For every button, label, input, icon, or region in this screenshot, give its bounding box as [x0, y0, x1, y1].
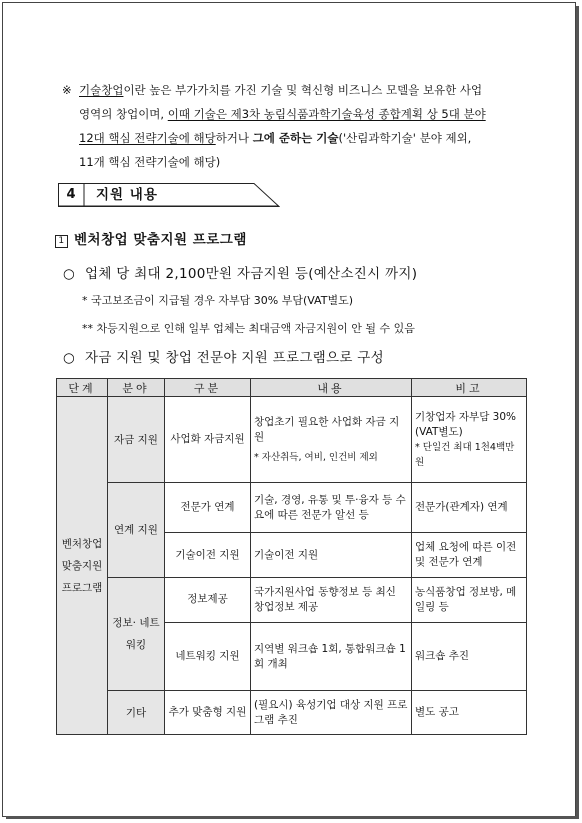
field-cell: 연계 지원 — [108, 483, 165, 578]
section-heading-frame — [58, 183, 280, 207]
content-cell: 기술이전 지원 — [251, 533, 412, 578]
remark-cell: 업체 요청에 따른 이전 및 전문가 연계 — [412, 533, 527, 578]
bullet-composition: ○ 자금 지원 및 창업 전문야 지원 프로그램으로 구성 — [63, 350, 384, 366]
page-shadow-bottom — [6, 816, 579, 819]
program-number-box: 1 — [55, 235, 68, 248]
note-line-3: 12대 핵심 전략기술에 해당하거나 그에 준하는 기술('산림과학기술' 분야 제외, — [79, 131, 472, 145]
bullet-funding: ○ 업체 당 최대 2,100만원 자금지원 등(예산소진시 까지) — [63, 266, 418, 282]
field-cell: 자금 지원 — [108, 397, 165, 483]
content-cell: 창업초기 필요한 사업화 자금 지원 * 자산취득, 여비, 인건비 제외 — [251, 397, 412, 483]
program-title: 1 벤처창업 맞춤지원 프로그램 — [55, 228, 247, 248]
note-line-2: 영역의 창업이며, 이때 기술은 제3차 농림식품과학기술육성 종합계획 상 5대 분야 — [79, 107, 486, 121]
header-category: 구분 — [165, 379, 251, 397]
table-row — [57, 483, 527, 533]
table-header-row — [57, 379, 527, 397]
category-cell: 정보제공 — [165, 578, 251, 623]
table-row — [57, 691, 527, 735]
remark-cell: 별도 공고 — [412, 691, 527, 735]
header-content: 내용 — [251, 379, 412, 397]
stage-cell: 벤처창업 맞춤지원 프로그램 — [57, 397, 108, 735]
category-cell: 네트워킹 지원 — [165, 623, 251, 691]
category-cell: 추가 맞춤형 지원 — [165, 691, 251, 735]
category-cell: 기술이전 지원 — [165, 533, 251, 578]
header-field: 분야 — [108, 379, 165, 397]
header-remark: 비고 — [412, 379, 527, 397]
remark-cell: 전문가(관계자) 연계 — [412, 483, 527, 533]
content-cell: 기술, 경영, 유통 및 투·융자 등 수요에 따른 전문가 알선 등 — [251, 483, 412, 533]
subnote-differential: ** 차등지원으로 인해 일부 업체는 최대금액 자금지원이 안 될 수 있음 — [82, 322, 415, 335]
category-cell: 사업화 자금지원 — [165, 397, 251, 483]
content-cell: 국가지원사업 동향정보 등 최신 창업정보 제공 — [251, 578, 412, 623]
table-row — [57, 578, 527, 623]
subnote-self-pay: * 국고보조금이 지급될 경우 자부담 30% 부담(VAT별도) — [82, 294, 353, 307]
remark-cell: 기창업자 자부담 30% (VAT별도) * 단일건 최대 1천4백만원 — [412, 397, 527, 483]
remark-cell: 워크숍 추진 — [412, 623, 527, 691]
remark-cell: 농식품창업 정보방, 메일링 등 — [412, 578, 527, 623]
table-row — [57, 397, 527, 483]
category-cell: 전문가 연계 — [165, 483, 251, 533]
note-mark: ※ — [62, 83, 72, 97]
page-shadow-right — [576, 6, 579, 818]
section-title: 지원 내용 — [96, 187, 158, 203]
note-line-4: 11개 핵심 전략기술에 해당) — [79, 155, 221, 169]
content-cell: 지역별 워크숍 1회, 통합워크숍 1회 개최 — [251, 623, 412, 691]
support-table — [56, 378, 527, 735]
section-number: 4 — [66, 187, 76, 202]
note-line-1: 기술창업이란 높은 부가가치를 가진 기술 및 혁신형 비즈니스 모델을 보유한 사업 — [79, 83, 483, 97]
section-heading — [58, 183, 280, 207]
content-cell: (필요시) 육성기업 대상 지원 프로그램 추진 — [251, 691, 412, 735]
header-stage: 단계 — [57, 379, 108, 397]
field-cell: 정보· 네트워킹 — [108, 578, 165, 691]
field-cell: 기타 — [108, 691, 165, 735]
